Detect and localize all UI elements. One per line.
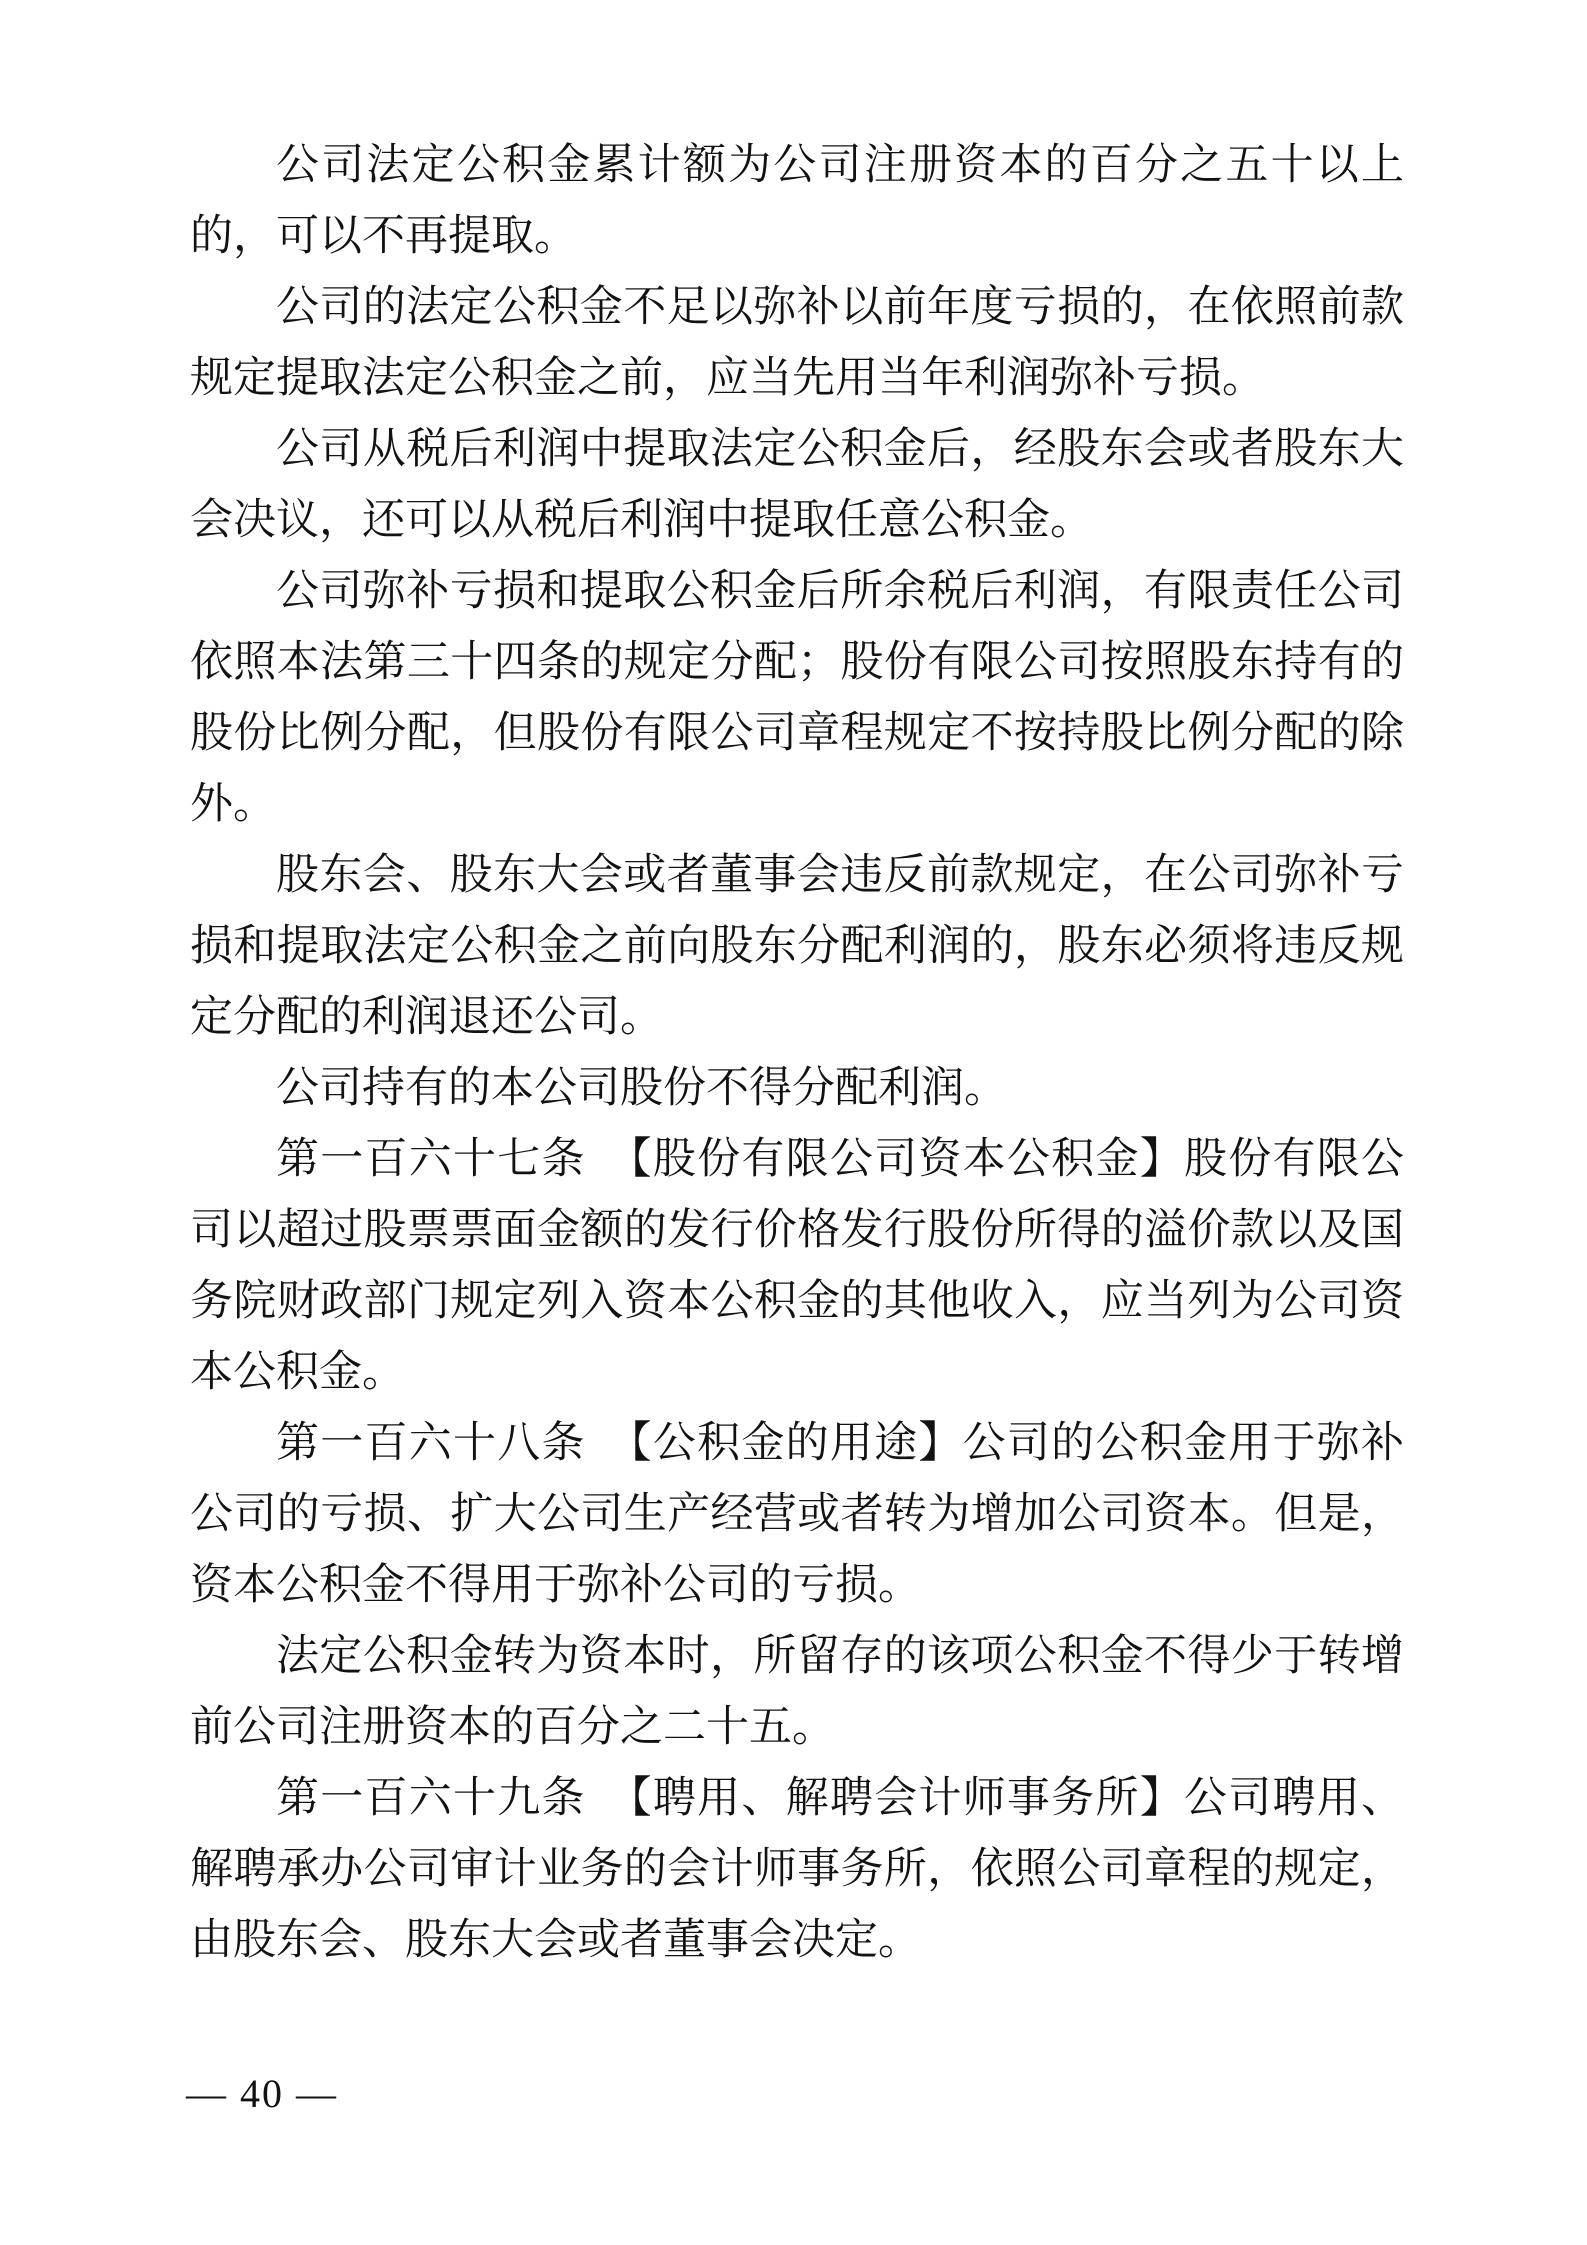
text-line: 损和提取法定公积金之前向股东分配利润的，股东必须将违反规 (190, 923, 1404, 970)
text-line: 股东会、股东大会或者董事会违反前款规定，在公司弥补亏 (276, 852, 1404, 899)
text-line: 前公司注册资本的百分之二十五。 (190, 1704, 835, 1751)
text-line: 由股东会、股东大会或者董事会决定。 (190, 1917, 921, 1964)
text-line: 外。 (190, 781, 276, 828)
text-line: 公司持有的本公司股份不得分配利润。 (276, 1065, 1007, 1112)
page-footer (186, 2070, 338, 2118)
text-line: 公司法定公积金累计额为公司注册资本的百分之五十以上 (276, 142, 1404, 189)
text-line: 公司的亏损、扩大公司生产经营或者转为增加公司资本。但是， (190, 1491, 1404, 1538)
text-line: 解聘承办公司审计业务的会计师事务所，依照公司章程的规定， (190, 1846, 1404, 1893)
text-line: 公司弥补亏损和提取公积金后所余税后利润，有限责任公司 (276, 568, 1404, 615)
text-line: 股份比例分配，但股份有限公司章程规定不按持股比例分配的除 (190, 710, 1404, 757)
text-line: 司以超过股票票面金额的发行价格发行股份所得的溢价款以及国 (190, 1207, 1404, 1254)
text-line: 依照本法第三十四条的规定分配；股份有限公司按照股东持有的 (190, 639, 1404, 686)
text-line: 会决议，还可以从税后利润中提取任意公积金。 (190, 497, 1093, 544)
text-line: 资本公积金不得用于弥补公司的亏损。 (190, 1562, 921, 1609)
text-line: 本公积金。 (190, 1349, 405, 1396)
page-number: — 40 — (186, 2071, 338, 2116)
text-line: 务院财政部门规定列入资本公积金的其他收入，应当列为公司资 (190, 1278, 1404, 1325)
document-lines (190, 130, 1404, 1976)
text-line: 第一百六十七条 【股份有限公司资本公积金】股份有限公 (276, 1136, 1404, 1183)
text-line: 定分配的利润退还公司。 (190, 994, 663, 1041)
text-line: 公司从税后利润中提取法定公积金后，经股东会或者股东大 (276, 426, 1404, 473)
text-line: 公司的法定公积金不足以弥补以前年度亏损的，在依照前款 (276, 284, 1404, 331)
text-line: 第一百六十八条 【公积金的用途】公司的公积金用于弥补 (276, 1420, 1404, 1467)
text-line: 第一百六十九条 【聘用、解聘会计师事务所】公司聘用、 (276, 1775, 1404, 1822)
text-line: 法定公积金转为资本时，所留存的该项公积金不得少于转增 (276, 1633, 1404, 1680)
text-line: 规定提取法定公积金之前，应当先用当年利润弥补亏损。 (190, 355, 1265, 402)
text-line: 的，可以不再提取。 (190, 213, 577, 260)
